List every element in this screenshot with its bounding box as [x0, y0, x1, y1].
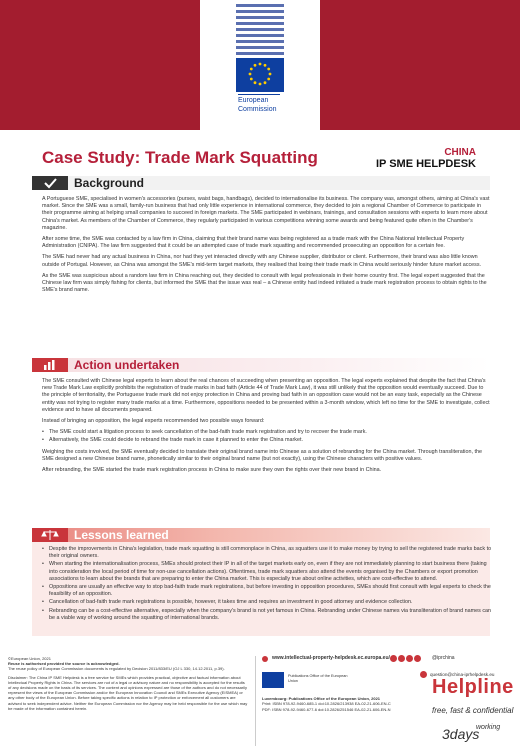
section-header-lessons [32, 528, 490, 542]
footer [0, 650, 520, 750]
european-commission-logo [236, 0, 284, 92]
logo-rule [238, 94, 280, 95]
paragraph: A Portuguese SME, specialised in women's accessories (purses, waist bags, handbags), decided to internationalise its business. The company was, amongst others, aiming at China's vast market. Since the SME was a small, family-run business that had only little experience in international commerce, they decided to join a regional Chamber of Commerce to participate in their programme aiming at helping small companies to succeed in foreign markets. The SME participated in webinars, trainings, and consultation sessions with experts to learn more about China's market. As members of the Chamber of Commerce, they regularly participated in various competitions winning some awards and being featured quite often in the Chamber's magazine. [42, 196, 490, 231]
days-label: 3days [442, 726, 480, 742]
list-item: • The SME could start a litigation process to seek cancellation of the bad-faith trade mark registration and try to recover the trade mark. [42, 429, 492, 436]
background-body [42, 196, 492, 298]
legal-notice [8, 656, 248, 711]
bar-chart-icon-box [32, 358, 68, 372]
section-heading: Background [74, 176, 145, 190]
organisation-name [238, 96, 277, 114]
eu-stars-icon [236, 58, 284, 92]
paragraph: Weighing the costs involved, the SME eventually decided to translate their original brand name into Chinese as a solution of rebranding for the China market. Through transliteration, the SME designed a new Chinese brand name, phonetically similar to their original brand name (but not exactly), using the Chinese characters with positive values. [42, 448, 482, 462]
social-handle[interactable]: @iprchina [432, 655, 455, 661]
list-item: • Oppositions are usually an effective way to stop bad-faith trade mark registrations, but before investing in opposition procedures, SMEs should first consult with legal experts to check the feasibility of an opposition. [42, 584, 492, 598]
logo-stripe [236, 28, 284, 31]
org-line-1: European [238, 97, 269, 104]
paragraph: After some time, the SME was contacted by a law firm in China, claiming that their brand name was being registered as a trade mark with the China National Intellectual Property Administration (CNIPA). The law firm suggested that it could be an attempted case of trade mark squatting and recommended prosecuting an opposition for a certain fee. [42, 236, 465, 250]
pdf-isbn: PDF: ISBN 978-92-9460-677-6 doi:10.2826/251546 EA-02-21-606-EN-N [262, 706, 391, 712]
copyright: ©European Union, 2021 [8, 656, 51, 661]
options-list [42, 429, 492, 444]
twitter-icon[interactable] [390, 655, 397, 662]
logo-stripe [236, 16, 284, 19]
paragraph: As the SME was suspicious about a random law firm in China reaching out, they decided to consult with legal professionals in their home country first. The legal expert suggested that the Chinese law firm was simply fishing for clients, but informed the SME that the issue was real – a Chinese entity had indeed initiated a trade mark registration process to obtain rights to the SME's brand name. [42, 272, 487, 294]
reuse-notice: Reuse is authorised provided the source is acknowledged. [8, 661, 120, 667]
paragraph: The SME had never had any actual business in China, nor had they yet interacted directly with any Chinese supplier, distributor or client. Furthermore, their brand was also little known outside of Portugal. However, as China was amongst the SME's mid-term target markets, they realised that losing their trade mark in China would seriously hinder future market access. [42, 254, 482, 268]
scales-icon-box [32, 528, 68, 542]
print-isbn: Print: ISBN 978-92-9460-685-1 doi:10.2826/213938 EA-02-21-606-EN-C [262, 701, 391, 707]
publications-office-logo [262, 672, 284, 688]
helpline-title: Helpline [432, 676, 514, 698]
logo-stripe [236, 40, 284, 43]
website-link[interactable]: www.intellectual-property-helpdesk.ec.europa.eu/ [272, 655, 390, 661]
facebook-icon[interactable] [398, 655, 405, 662]
country-label: CHINA [444, 147, 476, 158]
publisher-line: Luxembourg: Publications Office of the European Union, 2021 [262, 696, 381, 701]
footer-divider [255, 656, 256, 746]
check-icon [32, 176, 68, 190]
publisher-name: Publications Office of the European Union [288, 674, 348, 683]
list-item: • Despite the improvements in China's legislation, trade mark squatting is still commonplace in China, as squatters use it to make money by trying to sell the registered trade marks back to their original owners. [42, 546, 492, 560]
bar-chart-icon [32, 358, 68, 372]
paragraph: Instead of bringing an opposition, the legal experts recommended two possible ways forward: [42, 418, 265, 425]
action-body [42, 378, 492, 478]
email-icon [420, 671, 427, 678]
list-item: • When starting the internationalisation process, SMEs should protect their IP in all of the target markets early on, even if they are not immediately planning to start business there (taking into consideration the local period of time for non-use cancellation actions). Oftentimes, trade mark squatters also attend the events organised by the Chambers or export promotion associations to learn about the brands that are preparing to enter the China market. This is especially true about online activities, which are cost-effective to attend. [42, 561, 492, 583]
logo-stripe [236, 34, 284, 37]
section-header-background [32, 176, 490, 190]
youtube-icon[interactable] [414, 655, 421, 662]
paragraph: The SME consulted with Chinese legal experts to learn about the real chances of succeeding when presenting an opposition. The legal experts explained that despite the fact that China's new Trade Mark Law explicitly prohibits the registration of trade marks in bad faith (Article 44 of Trade Mark Law), it was still unlikely that the opposition would eventually succeed. Due to the principle of territoriality, the Portuguese trade mark did not enjoy protection in China and proving bad faith in an opposition case would not be an easy task, especially as the Chinese entity was not trying to register many trade marks at a time. Furthermore, oppositions needed to be presented within a 3-month window, which left no time for the SME to investigate, collect evidence and to have all documents prepared. [42, 378, 490, 413]
list-item: • Cancellation of bad-faith trade mark registrations is possible, however, it takes time and requires an investment in good attorney and evidence collection. [42, 599, 492, 606]
page-title: Case Study: Trade Mark Squatting [42, 148, 318, 167]
check-icon-box [32, 176, 68, 190]
org-line-2: Commission [238, 106, 277, 113]
logo-stripe [236, 10, 284, 13]
disclaimer: Disclaimer: The China IP SME Helpdesk is a free service for SMEs which provides practical, objective and factual information about Intellectual Property Rights in China. The services are not of a legal or advisory nature and no responsibility is accepted for the results of any decisions made on the basis of its services. The content and opinions expressed are those of the authors and do not necessarily represent the views of the European Commission and/or the European Innovation Council and SMEs Executive Agency (EISMEA) or any other body of the European Union. Before taking specific actions in relation to IP protection or enforcement all customers are advised to seek independent advice. Neither the European Commission nor the Agency may be held responsible for the use which may be made of the information contained herein. [8, 674, 248, 711]
logo-stripe [236, 52, 284, 55]
list-item: • Alternatively, the SME could decide to rebrand the trade mark in case it planned to enter the China market. [42, 437, 492, 444]
lessons-body [42, 546, 492, 626]
social-icons [390, 655, 430, 663]
eu-flag-icon [236, 58, 284, 92]
helpline-tagline: free, fast & confidential [432, 706, 514, 715]
logo-stripe [236, 4, 284, 7]
paragraph: After rebranding, the SME started the trade mark registration process in China to make sure they own the rights over their new brand in China. [42, 467, 382, 474]
logo-stripe [236, 46, 284, 49]
logo-stripe [236, 22, 284, 25]
email-link[interactable]: question@china-iprhelpdesk.eu [430, 672, 495, 677]
list-item: • Rebranding can be a cost-effective alternative, especially when the company's brand is not yet famous in China. Rebranding under Chinese names via transliteration of brand names can be a viable way of working around the squatting of international brands. [42, 608, 492, 622]
working-label: working [476, 724, 501, 731]
section-heading: Action undertaken [74, 358, 180, 372]
linkedin-icon[interactable] [406, 655, 413, 662]
helpdesk-label: IP SME HELPDESK [375, 158, 476, 170]
section-header-action [32, 358, 490, 372]
section-heading: Lessons learned [74, 528, 169, 542]
lessons-list [42, 546, 492, 622]
scales-icon [32, 528, 68, 542]
globe-icon [262, 656, 268, 662]
reuse-policy: The reuse policy of European Commission documents is regulated by Decision 2011/833/EU (OJ L 330, 14.12.2011, p.39). [8, 666, 225, 672]
